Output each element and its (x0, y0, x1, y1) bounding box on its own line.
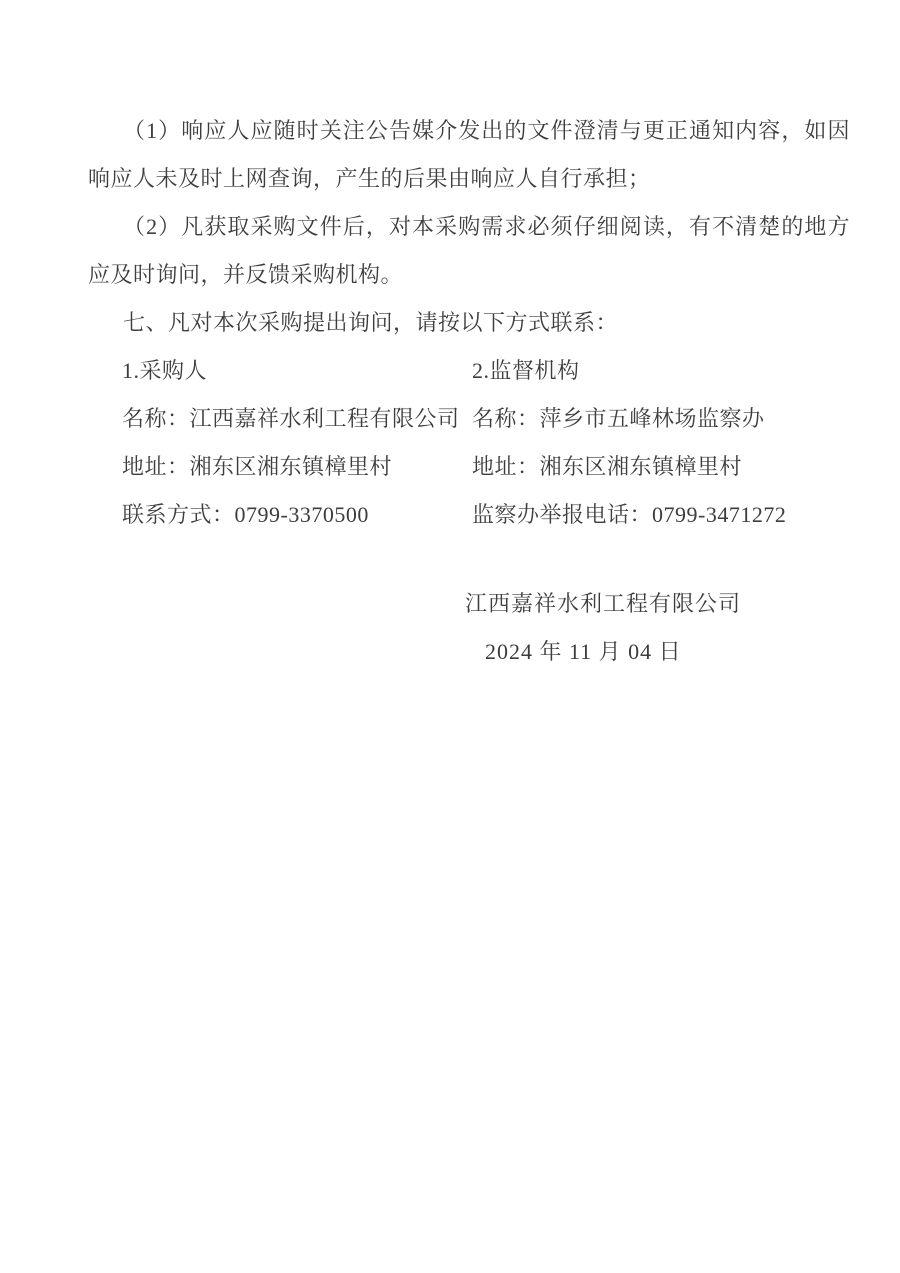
contact-headings-row (88, 347, 850, 395)
supervisor-name: 名称：萍乡市五峰林场监察办 (472, 406, 765, 431)
document-content (88, 107, 850, 676)
purchaser-heading: 1.采购人 (122, 358, 208, 383)
supervisor-address: 地址：湘东区湘东镇樟里村 (472, 454, 743, 479)
purchaser-name: 名称：江西嘉祥水利工程有限公司 (122, 406, 460, 431)
contact-phone-row (88, 491, 850, 539)
signature-date: 2024 年 11 月 04 日 (485, 639, 682, 664)
signature-company: 江西嘉祥水利工程有限公司 (465, 591, 742, 616)
supervisor-heading: 2.监督机构 (472, 358, 580, 383)
purchaser-phone: 联系方式：0799-3370500 (122, 502, 369, 527)
paragraph-1-line-2: 响应人未及时上网查询，产生的后果由响应人自行承担； (88, 166, 651, 191)
section-7-heading: 七、凡对本次采购提出询问，请按以下方式联系： (123, 310, 619, 335)
purchaser-address: 地址：湘东区湘东镇樟里村 (122, 454, 393, 479)
supervisor-phone: 监察办举报电话：0799-3471272 (472, 502, 787, 527)
contact-address-row (88, 443, 850, 491)
paragraph-1-line-1: （1）响应人应随时关注公告媒介发出的文件澄清与更正通知内容，如因 (123, 118, 850, 143)
paragraph-2-line-1: （2）凡获取采购文件后，对本采购需求必须仔细阅读，有不清楚的地方 (123, 214, 850, 239)
contact-name-row (88, 395, 850, 443)
paragraph-2-line-2: 应及时询问，并反馈采购机构。 (88, 262, 404, 287)
